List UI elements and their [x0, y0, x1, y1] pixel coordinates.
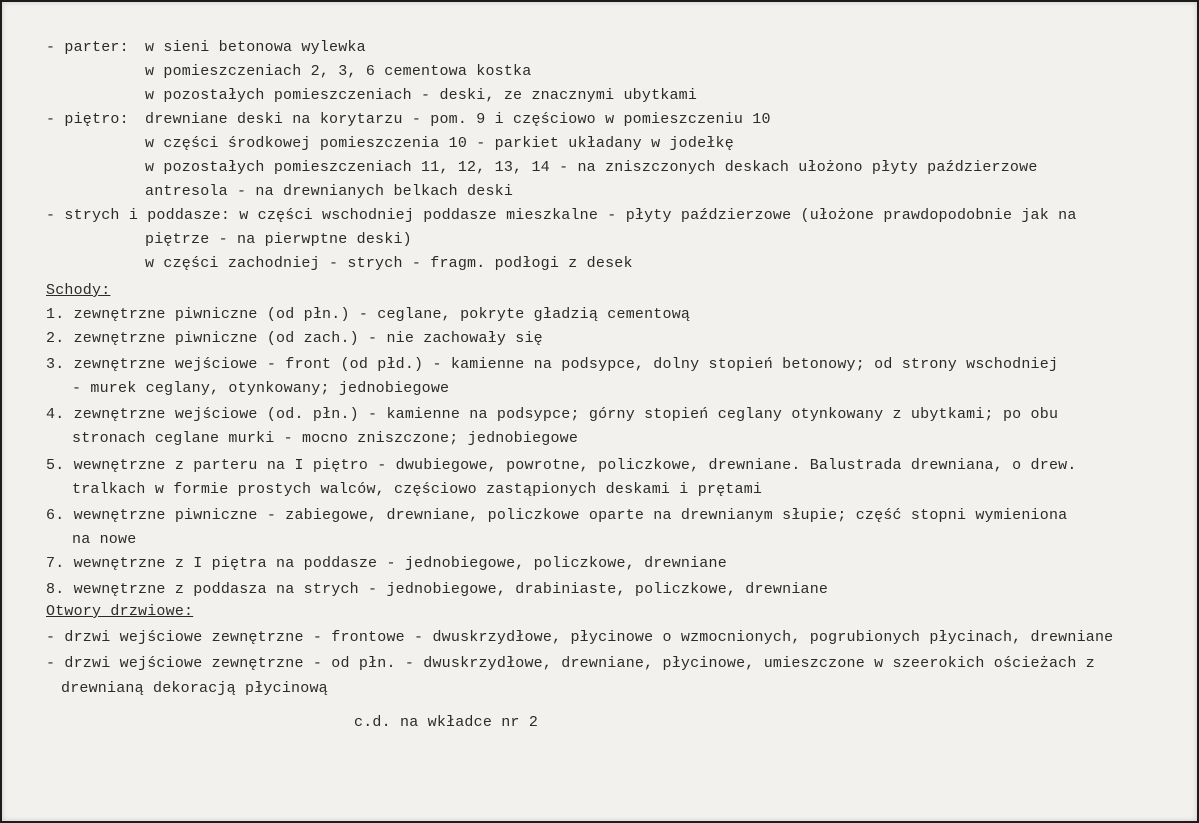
- schody-line: - murek ceglany, otynkowany; jednobiegowe: [72, 380, 450, 397]
- schody-line: 5. wewnętrzne z parteru na I piętro - dwubiegowe, powrotne, policzkowe, drewniane. Balustrada drewniana, o drew.: [46, 457, 1077, 474]
- strych-line: w części zachodniej - strych - fragm. podłogi z desek: [145, 255, 633, 272]
- schody-line: na nowe: [72, 531, 137, 548]
- schody-line: 1. zewnętrzne piwniczne (od płn.) - ceglane, pokryte gładzią cementową: [46, 306, 691, 323]
- pietro-line: antresola - na drewnianych belkach deski: [145, 183, 514, 200]
- strych-line: piętrze - na pierwptne deski): [145, 231, 412, 248]
- schody-line: 8. wewnętrzne z poddasza na strych - jednobiegowe, drabiniaste, policzkowe, drewniane: [46, 581, 829, 598]
- pietro-line: w pozostałych pomieszczeniach 11, 12, 13, 14 - na zniszczonych deskach ułożono płyty paździerzowe: [145, 159, 1038, 176]
- otwory-heading: Otwory drzwiowe:: [46, 603, 194, 620]
- parter-line: w pomieszczeniach 2, 3, 6 cementowa kostka: [145, 63, 532, 80]
- schody-line: stronach ceglane murki - mocno zniszczone; jednobiegowe: [72, 430, 579, 447]
- typed-document-sheet: [2, 2, 1197, 821]
- schody-line: 4. zewnętrzne wejściowe (od. płn.) - kamienne na podsypce; górny stopień ceglany otynkowany z ubytkami; po obu: [46, 406, 1059, 423]
- pietro-label: - piętro:: [46, 111, 129, 128]
- parter-label: - parter:: [46, 39, 129, 56]
- pietro-line: drewniane deski na korytarzu - pom. 9 i częściowo w pomieszczeniu 10: [145, 111, 771, 128]
- schody-line: 3. zewnętrzne wejściowe - front (od płd.) - kamienne na podsypce, dolny stopień betonowy; od strony wschodniej: [46, 356, 1059, 373]
- schody-line: 7. wewnętrzne z I piętra na poddasze - jednobiegowe, policzkowe, drewniane: [46, 555, 727, 572]
- schody-line: 2. zewnętrzne piwniczne (od zach.) - nie zachowały się: [46, 330, 543, 347]
- schody-heading: Schody:: [46, 282, 111, 299]
- strych-line: - strych i poddasze: w części wschodniej poddasze mieszkalne - płyty paździerzowe (ułożone prawdopodobnie jak na: [46, 207, 1077, 224]
- parter-line: w pozostałych pomieszczeniach - deski, ze znacznymi ubytkami: [145, 87, 698, 104]
- pietro-line: w części środkowej pomieszczenia 10 - parkiet układany w jodełkę: [145, 135, 734, 152]
- otwory-line: - drzwi wejściowe zewnętrzne - od płn. - dwuskrzydłowe, drewniane, płycinowe, umieszczone w szeerokich ościeżach z: [46, 655, 1095, 672]
- otwory-line: drewnianą dekoracją płycinową: [61, 680, 328, 697]
- schody-line: 6. wewnętrzne piwniczne - zabiegowe, drewniane, policzkowe oparte na drewnianym słupie; część stopni wymieniona: [46, 507, 1068, 524]
- parter-line: w sieni betonowa wylewka: [145, 39, 366, 56]
- continuation-note: c.d. na wkładce nr 2: [354, 714, 539, 731]
- otwory-line: - drzwi wejściowe zewnętrzne - frontowe - dwuskrzydłowe, płycinowe o wzmocnionych, pogrubionych płycinach, drewniane: [46, 629, 1114, 646]
- schody-line: tralkach w formie prostych walców, częściowo zastąpionych deskami i prętami: [72, 481, 763, 498]
